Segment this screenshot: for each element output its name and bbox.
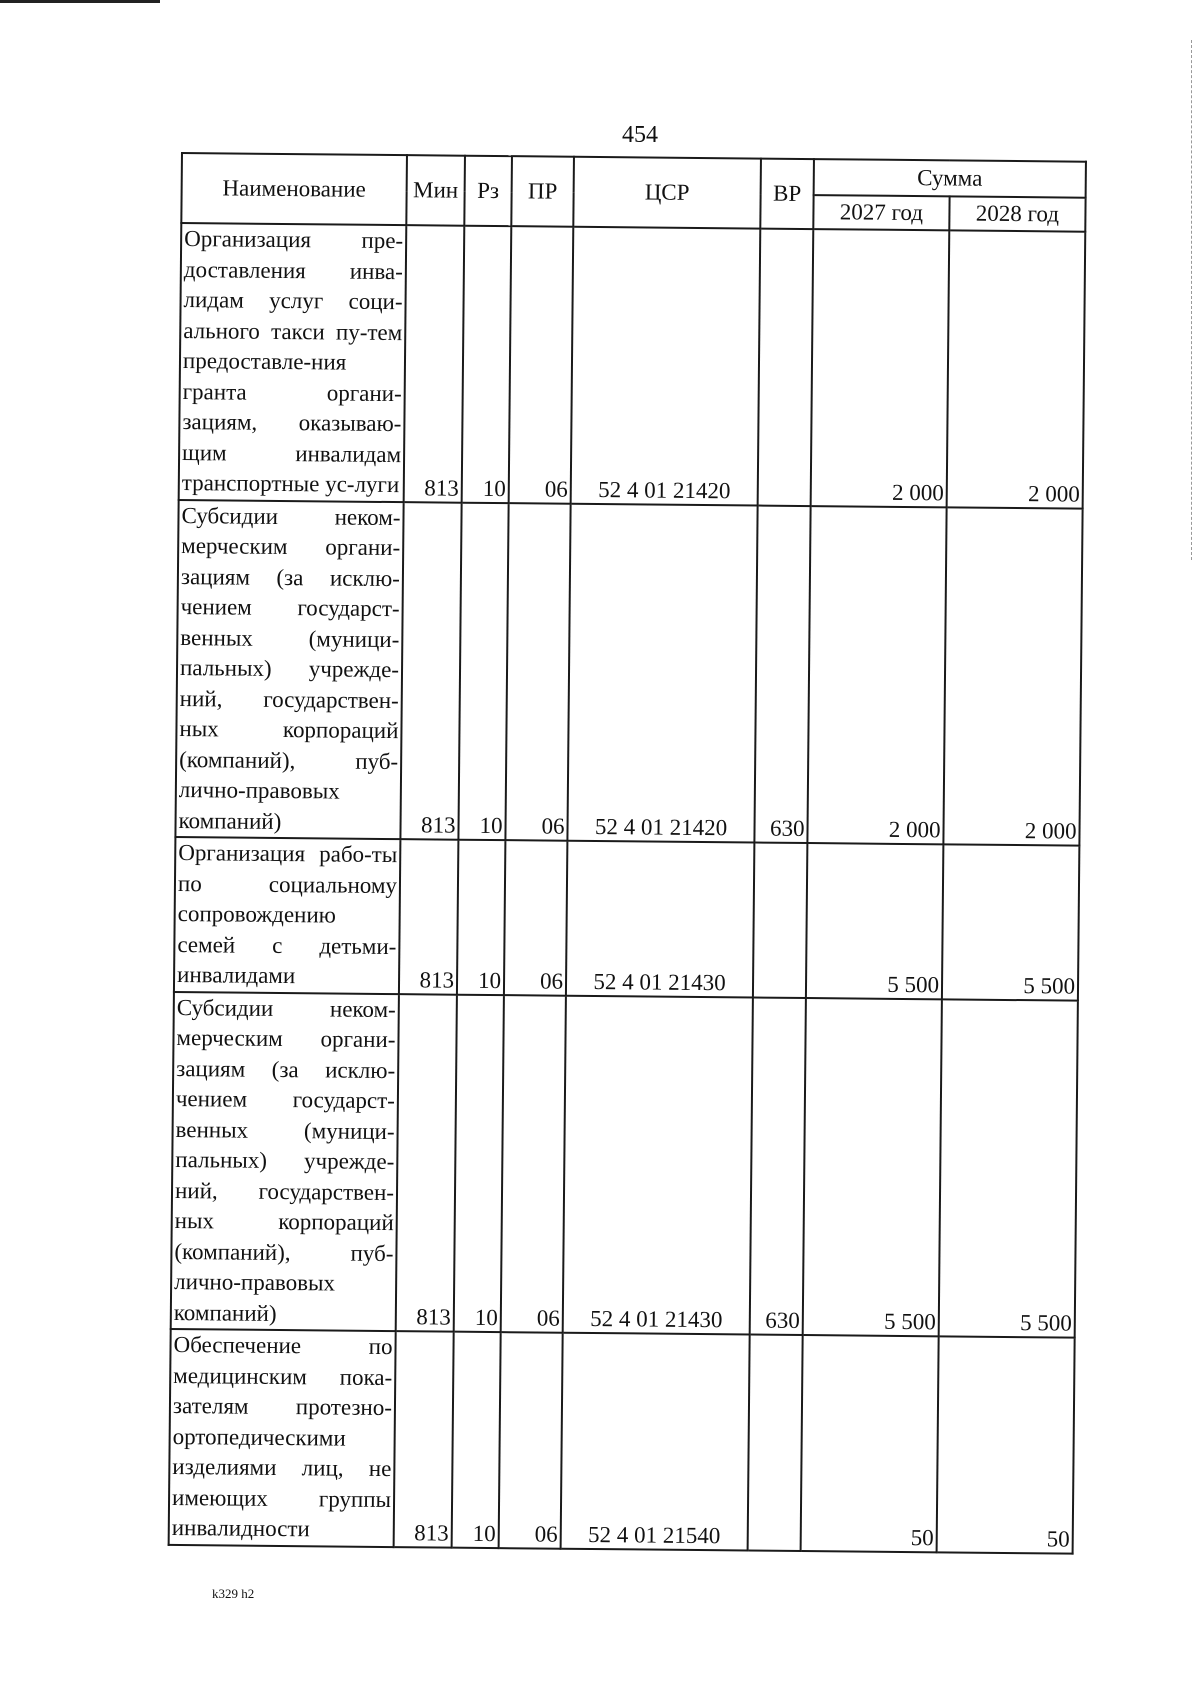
cell-name: Обеспечение по медицинским пока-зателям протезно-ортопедическими изделиями лиц, не имеющих группы инвалидности — [169, 1329, 396, 1547]
cell-csr: 52 4 01 21540 — [561, 1333, 750, 1550]
cell-2028: 50 — [937, 1336, 1075, 1553]
cell-2028: 2 000 — [947, 230, 1086, 508]
cell-rz: 10 — [452, 1332, 501, 1548]
budget-table — [168, 152, 1087, 1554]
cell-rz: 10 — [462, 226, 512, 503]
cell-min: 813 — [399, 839, 458, 994]
cell-vr — [748, 1335, 803, 1551]
scan-edge-right — [1190, 40, 1192, 560]
cell-pr: 06 — [499, 1332, 563, 1548]
header-2028: 2028 год — [949, 196, 1085, 231]
cell-csr: 52 4 01 21420 — [567, 503, 757, 842]
cell-rz: 10 — [458, 502, 508, 840]
cell-vr: 630 — [750, 997, 806, 1335]
cell-vr — [753, 843, 807, 998]
table-row — [171, 991, 1078, 1337]
table-body — [169, 223, 1086, 1553]
cell-2027: 2 000 — [811, 229, 950, 507]
cell-2028: 5 500 — [942, 844, 1079, 1000]
header-csr: ЦСР — [573, 157, 761, 229]
cell-name: Субсидии неком-мерческим органи-зациям (за исклю-чением государст-венных (муници-пальных) учрежде-ний, государствен-ных корпораций (компаний), пуб-лично-правовых компаний) — [175, 499, 403, 839]
cell-csr: 52 4 01 21430 — [566, 841, 754, 997]
cell-pr: 06 — [505, 503, 570, 841]
cell-pr: 06 — [501, 995, 566, 1333]
header-vr: ВР — [760, 159, 814, 230]
table-row — [174, 837, 1079, 1000]
table-row — [175, 499, 1082, 845]
cell-min: 813 — [394, 1331, 454, 1547]
cell-min: 813 — [404, 225, 465, 502]
cell-2027: 2 000 — [807, 506, 946, 845]
header-pr: ПР — [511, 156, 574, 227]
cell-2027: 5 500 — [803, 998, 942, 1337]
header-sum: Сумма — [814, 159, 1086, 198]
cell-name: Организация рабо-ты по социальному сопровождению семей с детьми-инвалидами — [174, 837, 400, 994]
table-row — [179, 223, 1086, 508]
header-row-1 — [182, 153, 1086, 198]
table-row — [169, 1329, 1075, 1553]
cell-min: 813 — [400, 502, 461, 840]
cell-csr: 52 4 01 21430 — [563, 995, 753, 1334]
header-rz: Рз — [464, 156, 512, 226]
cell-pr: 06 — [504, 840, 567, 995]
cell-pr: 06 — [509, 226, 574, 503]
cell-rz: 10 — [457, 840, 505, 995]
cell-rz: 10 — [454, 994, 504, 1332]
scan-edge-top — [0, 0, 160, 3]
cell-2027: 5 500 — [806, 843, 943, 999]
cell-2028: 5 500 — [939, 999, 1078, 1338]
cell-2027: 50 — [801, 1335, 939, 1552]
page-number: 454 — [622, 122, 658, 148]
footer-mark: k329 h2 — [212, 1586, 255, 1601]
header-name: Наименование — [181, 153, 407, 225]
cell-csr: 52 4 01 21420 — [571, 227, 761, 505]
cell-vr — [758, 229, 814, 506]
cell-name: Субсидии неком-мерческим органи-зациям (за исклю-чением государст-венных (муници-пальных) учрежде-ний, государствен-ных корпораций (компаний), пуб-лично-правовых компаний) — [171, 991, 399, 1331]
cell-name: Организация пре-доставления инва-лидам услуг соци-ального такси пу-тем предоставле-ния гранта органи-зациям, оказываю-щим инвалидам транспортные ус-луги — [179, 223, 407, 502]
cell-min: 813 — [396, 994, 457, 1332]
cell-2028: 2 000 — [943, 507, 1082, 846]
header-2027: 2027 год — [813, 195, 949, 230]
header-min: Мин — [406, 155, 465, 226]
cell-vr: 630 — [754, 505, 810, 843]
